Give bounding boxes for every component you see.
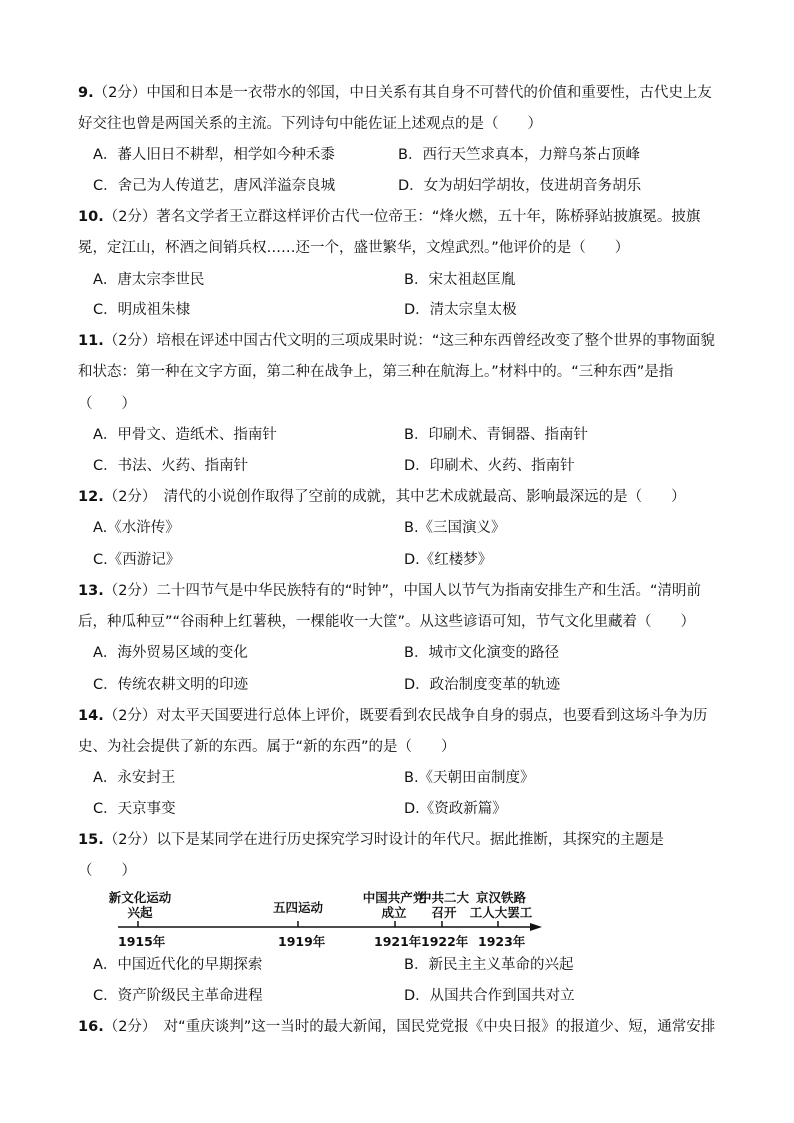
question-15-line-2: （ ） [78, 863, 136, 879]
question-12-line-1: 12.（2分） 清代的小说创作取得了空前的成就，其中艺术成就最高、影响最深远的是（ ） [78, 489, 686, 505]
timeline-year: 1915年 [118, 934, 166, 949]
option-a: A．甲骨文、造纸术、指南针 [93, 427, 277, 443]
option-b: B．印刷术、青铜器、指南针 [404, 427, 588, 443]
question-10-line-2: 冕，定江山，杯酒之间销兵权……还一个，盛世繁华，文煌武烈。”他评价的是（ ） [78, 240, 630, 256]
option-d: D.《红楼梦》 [404, 552, 493, 568]
option-b: B．新民主主义革命的兴起 [404, 957, 574, 973]
timeline-event-label: 中国共产党 成立 [362, 890, 426, 920]
option-d: D．印刷术、火药、指南针 [404, 458, 575, 474]
option-a: A．中国近代化的早期探索 [93, 957, 263, 973]
timeline-year: 1919年 [278, 934, 326, 949]
timeline-event-label: 五四运动 [272, 900, 323, 915]
question-13-line-1: 13.（2分）二十四节气是中华民族特有的“时钟”，中国人以节气为指南安排生产和生活。“清明前 [78, 583, 701, 599]
timeline-event-label: 中共二大 召开 [418, 890, 469, 920]
option-b: B.《三国演义》 [404, 520, 506, 536]
question-14-line-1: 14.（2分）对太平天国要进行总体上评价，既要看到农民战争自身的弱点，也要看到这场斗争为历 [78, 708, 708, 724]
timeline-ruler [100, 888, 550, 950]
option-a: A．海外贸易区域的变化 [93, 645, 248, 661]
question-16-line-1: 16.（2分） 对“重庆谈判”这一当时的最大新闻，国民党党报《中央日报》的报道少、短，通常安排 [78, 1019, 716, 1035]
timeline-year: 1922年 [421, 934, 469, 949]
timeline-year: 1923年 [478, 934, 526, 949]
option-b: B．西行天竺求真本，力辩乌茶占顶峰 [398, 147, 640, 163]
option-d: D．清太宗皇太极 [404, 302, 517, 318]
question-10-line-1: 10.（2分）著名文学者王立群这样评价古代一位帝王：“烽火燃，五十年，陈桥驿站披旗冕。披旗 [78, 209, 701, 225]
question-14-line-2: 史、为社会提供了新的东西。属于“新的东西”的是（ ） [78, 739, 456, 755]
option-b: B．宋太祖赵匡胤 [404, 272, 516, 288]
question-9-line-1: 9.（2分）中国和日本是一衣带水的邻国，中日关系有其自身不可替代的价值和重要性，古代史上友 [78, 85, 712, 101]
option-c: C.《西游记》 [93, 552, 181, 568]
option-a: A.《水浒传》 [93, 520, 180, 536]
option-c: C．舍己为人传道艺，唐风洋溢奈良城 [93, 178, 336, 194]
question-13-line-2: 后，种瓜种豆”“谷雨种上红薯秧，一棵能收一大筐”。从这些谚语可知，节气文化里藏着（ ） [78, 614, 696, 630]
timeline-event-label: 京汉铁路 工人大罢工 [469, 890, 533, 920]
timeline-year: 1921年 [374, 934, 422, 949]
option-c: C．明成祖朱棣 [93, 302, 191, 318]
question-11-line-1: 11.（2分）培根在评述中国古代文明的三项成果时说：“这三种东西曾经改变了整个世界的事物面貌 [78, 333, 715, 349]
question-number: 9 [78, 85, 89, 101]
option-b: B.《天朝田亩制度》 [404, 770, 535, 786]
question-15-line-1: 15.（2分）以下是某同学在进行历史探究学习时设计的年代尺。据此推断，其探究的主题是 [78, 832, 664, 848]
option-c: C．天京事变 [93, 801, 176, 817]
question-9-line-2: 好交往也曾是两国关系的主流。下列诗句中能佐证上述观点的是（ ） [78, 116, 542, 132]
option-c: C．书法、火药、指南针 [93, 458, 249, 474]
timeline-event-label: 新文化运动 兴起 [108, 890, 172, 920]
question-11-line-2: 和状态：第一种在文字方面，第二种在战争上，第三种在航海上。”材料中的。“三种东西”是指 [78, 364, 674, 380]
option-d: D．政治制度变革的轨迹 [404, 677, 561, 693]
question-11-line-3: （ ） [78, 396, 136, 412]
option-c: C．传统农耕文明的印迹 [93, 677, 249, 693]
option-c: C．资产阶级民主革命进程 [93, 988, 263, 1004]
option-d: D．女为胡妇学胡妆，伎进胡音务胡乐 [398, 178, 642, 194]
option-a: A．唐太宗李世民 [93, 272, 205, 288]
option-a: A．蕃人旧日不耕犁，相学如今种禾黍 [93, 147, 335, 163]
option-d: D.《资政新篇》 [404, 801, 507, 817]
option-a: A．永安封王 [93, 770, 176, 786]
option-b: B．城市文化演变的路径 [404, 645, 559, 661]
option-d: D．从国共合作到国共对立 [404, 988, 575, 1004]
